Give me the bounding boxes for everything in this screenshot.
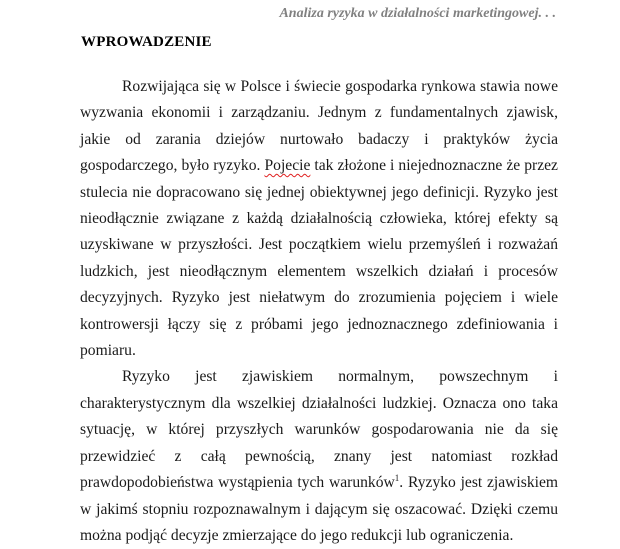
paragraph[interactable] [80,74,558,364]
paragraph-text: tak złożone i niejednoznaczne że przez stulecia nie dopracowano się jednej obiektywnej jego definicji. Ryzyko jest nieodłącznie związane z każdą działalnością człowieka, której efekty są uzyskiwane w przyszłości. Jest początkiem wielu przemyśleń i rozważań ludzkich, jest nieodłącznym elementem wszelkich działań i procesów decyzyjnych. Ryzyko jest niełatwym do zrozumienia pojęciem i wiele kontrowersji łączy się z próbami jego jednoznacznego zdefiniowania i pomiaru. [80,157,558,360]
footnote-reference[interactable]: 1 [394,472,400,483]
running-header: Analiza ryzyka w działalności marketingowej. . . [279,6,556,21]
paragraph-text: Rozwijająca się w Polsce i świecie gospodarka rynkowa stawia nowe wyzwania ekonomii i zarządzaniu. Jednym z fundamentalnych zjawisk, jakie od zarania dziejów nurtowało badaczy i praktyków życia gospodarczego, było ryzyko. [80,78,558,175]
paragraph-text: Ryzyko jest zjawiskiem normalnym, powszechnym i charakterystycznym dla wszelkiej działalności ludzkiej. Oznacza ono taka sytuację, w której przyszłych warunków gospodarowania nie da się przewidzieć z całą pewnością, znany jest natomiast rozkład prawdopodobieństwa wystąpienia tych warunków [80,368,558,492]
section-heading: WPROWADZENIE [81,34,212,50]
misspelled-word[interactable]: Pojecie [264,157,311,175]
paragraph[interactable] [80,364,558,549]
body-text[interactable] [80,74,558,549]
paragraph-text: . Ryzyko jest zjawiskiem w jakimś stopniu rozpoznawalnym i dającym się oszacować. Dzięki czemu można podjąć decyzje zmierzające do jego redukcji lub ograniczenia. [80,474,559,544]
